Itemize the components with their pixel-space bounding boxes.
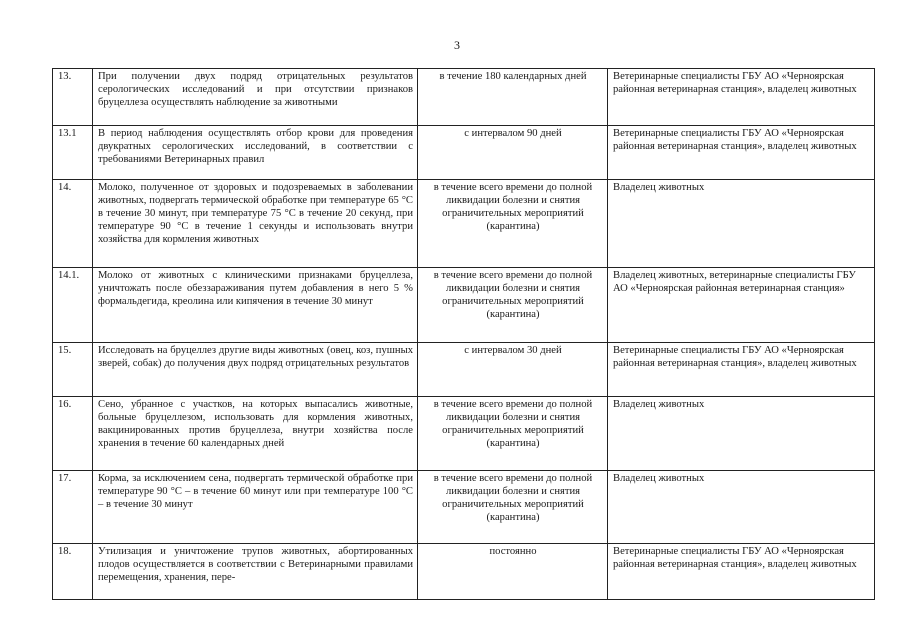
table-row — [53, 69, 875, 126]
table-row — [53, 471, 875, 544]
table-row — [53, 397, 875, 471]
measures-table — [52, 68, 875, 600]
term-text: постоянно — [418, 544, 608, 600]
responsible-text: Ветеринарные специалисты ГБУ АО «Черноярская районная ветеринарная станция», владелец животных — [608, 126, 875, 180]
term-text: в течение всего времени до полной ликвидации болезни и снятия ограничительных мероприятий (карантина) — [418, 180, 608, 268]
term-text: в течение всего времени до полной ликвидации болезни и снятия ограничительных мероприятий (карантина) — [418, 268, 608, 343]
measure-text: Корма, за исключением сена, подвергать термической обработке при температуре 90 °С – в течение 60 минут или при температуре 100 °С – в течение 30 минут — [93, 471, 418, 544]
row-number: 13.1 — [53, 126, 93, 180]
page-number: 3 — [454, 38, 460, 52]
row-number: 14. — [53, 180, 93, 268]
responsible-text: Владелец животных — [608, 180, 875, 268]
table-row — [53, 544, 875, 600]
row-number: 15. — [53, 343, 93, 397]
responsible-text: Владелец животных — [608, 471, 875, 544]
measure-text: Молоко от животных с клиническими признаками бруцеллеза, уничтожать после обеззараживания путем добавления в него 5 % формальдегида, креолина или кипячения в течение 30 минут — [93, 268, 418, 343]
measure-text: Исследовать на бруцеллез другие виды животных (овец, коз, пушных зверей, собак) до получения двух подряд отрицательных результатов — [93, 343, 418, 397]
measure-text: При получении двух подряд отрицательных результатов серологических исследований и при отсутствии признаков бруцеллеза осуществлять наблюдение за животными — [93, 69, 418, 126]
table-row — [53, 126, 875, 180]
term-text: в течение всего времени до полной ликвидации болезни и снятия ограничительных мероприятий (карантина) — [418, 471, 608, 544]
term-text: в течение 180 календарных дней — [418, 69, 608, 126]
term-text: с интервалом 30 дней — [418, 343, 608, 397]
row-number: 18. — [53, 544, 93, 600]
responsible-text: Владелец животных, ветеринарные специалисты ГБУ АО «Черноярская районная ветеринарная станция» — [608, 268, 875, 343]
measure-text: Сено, убранное с участков, на которых выпасались животные, больные бруцеллезом, использовать для кормления животных, вакцинированных против бруцеллеза, внутри хозяйства после хранения в течение 60 календарных дней — [93, 397, 418, 471]
term-text: с интервалом 90 дней — [418, 126, 608, 180]
responsible-text: Владелец животных — [608, 397, 875, 471]
term-text: в течение всего времени до полной ликвидации болезни и снятия ограничительных мероприятий (карантина) — [418, 397, 608, 471]
responsible-text: Ветеринарные специалисты ГБУ АО «Черноярская районная ветеринарная станция», владелец животных — [608, 544, 875, 600]
responsible-text: Ветеринарные специалисты ГБУ АО «Черноярская районная ветеринарная станция», владелец животных — [608, 69, 875, 126]
row-number: 16. — [53, 397, 93, 471]
measure-text: Утилизация и уничтожение трупов животных, абортированных плодов осуществляется в соответствии с Ветеринарными правилами перемещения, хранения, пере- — [93, 544, 418, 600]
measure-text: В период наблюдения осуществлять отбор крови для проведения двукратных серологических исследований, в соответствии с требованиями Ветеринарных правил — [93, 126, 418, 180]
measure-text: Молоко, полученное от здоровых и подозреваемых в заболевании животных, подвергать термической обработке при температуре 65 °С в течение 30 минут, при температуре 75 °С в течение 20 секунд, при температуре 90 °С в течение 1 секунды и использовать внутри хозяйства для кормления животных — [93, 180, 418, 268]
responsible-text: Ветеринарные специалисты ГБУ АО «Черноярская районная ветеринарная станция», владелец животных — [608, 343, 875, 397]
table-row — [53, 343, 875, 397]
row-number: 14.1. — [53, 268, 93, 343]
table-row — [53, 268, 875, 343]
row-number: 17. — [53, 471, 93, 544]
table-row — [53, 180, 875, 268]
row-number: 13. — [53, 69, 93, 126]
